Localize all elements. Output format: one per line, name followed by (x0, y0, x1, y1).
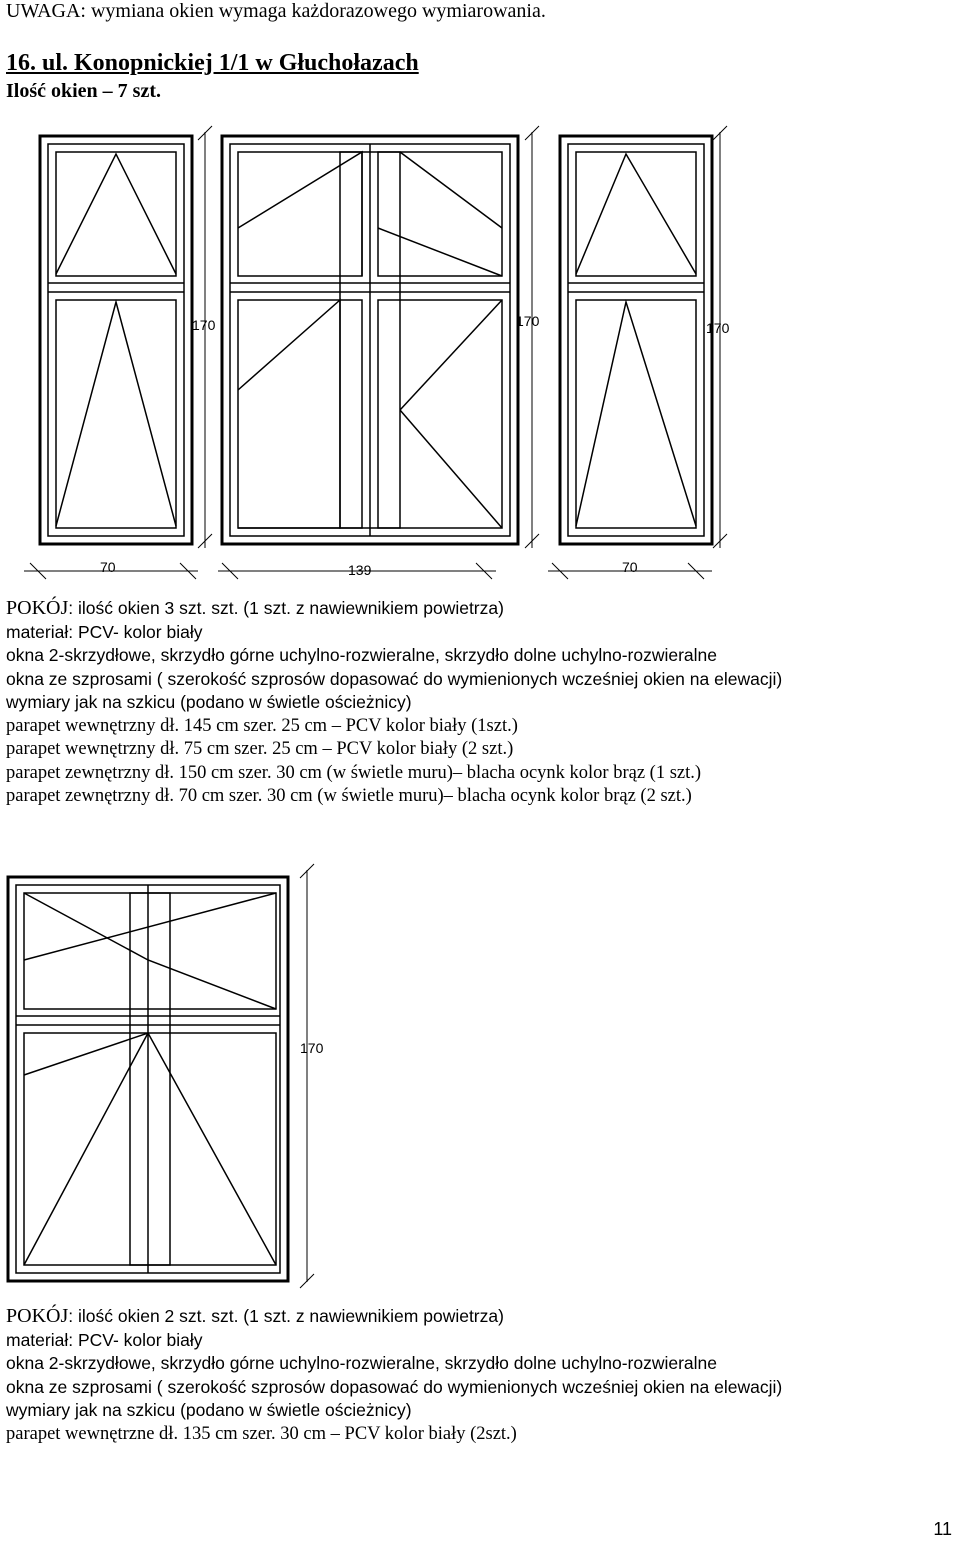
section-2-sill: parapet wewnętrzne dł. 135 cm szer. 30 cm – PCV kolor biały (2szt.) (6, 1423, 517, 1444)
dim-width-a: 70 (100, 559, 116, 575)
section-2-type: okna 2-skrzydłowe, skrzydło górne uchylno-rozwieralne, skrzydło dolne uchylno-rozwieralne (6, 1353, 718, 1373)
heading-address: ul. Konopnickiej 1/1 w Głuchołazach (42, 50, 419, 76)
dim-height-b: 170 (516, 313, 540, 329)
section-2-material: materiał: PCV- kolor biały (6, 1329, 203, 1350)
dim-height-c: 170 (706, 320, 730, 336)
window-a-bottom-diagonal (56, 302, 176, 526)
window-c-bottom-diagonal (576, 302, 696, 526)
dim-width-b: 139 (348, 562, 372, 578)
window-quantity: Ilość okien – 7 szt. (6, 80, 161, 102)
window-b-tl-diagonal (238, 152, 362, 276)
dim-height-d: 170 (300, 1040, 324, 1056)
window-c-top-diagonal (576, 154, 696, 274)
section-1-sill-4: parapet zewnętrzny dł. 70 cm szer. 30 cm (w świetle muru)– blacha ocynk kolor brąz (2 szt.) (6, 786, 692, 806)
section-1-dimensions: wymiary jak na szkicu (podano w świetle ościeżnicy) (6, 692, 412, 712)
section-1-room-rest: : ilość okien 3 szt. szt. (1 szt. z nawiewnikiem powietrza) (68, 598, 504, 618)
section-1-sill-3: parapet zewnętrzny dł. 150 cm szer. 30 cm (w świetle muru)– blacha ocynk kolor brąz (1 szt.) (6, 762, 702, 783)
section-2-dimensions: wymiary jak na szkicu (podano w świetle ościeżnicy) (6, 1400, 412, 1420)
section-2-text (6, 1305, 782, 1446)
section-2-room-rest: : ilość okien 2 szt. szt. (1 szt. z nawiewnikiem powietrza) (68, 1306, 504, 1326)
window-a-top-diagonal (56, 154, 176, 274)
window-drawing-2 (0, 850, 400, 1290)
heading-number: 16. (6, 50, 36, 76)
window-drawing-1 (0, 0, 960, 600)
window-a-frame (40, 136, 192, 544)
section-2-room-label: POKÓJ (6, 1305, 69, 1327)
section-1-room-label: POKÓJ (6, 597, 69, 619)
window-c-frame (560, 136, 712, 544)
section-2-room-line (6, 1305, 782, 1329)
section-1-muntins: okna ze szprosami ( szerokość szprosów dopasować do wymienionych wcześniej okien na elewacji) (6, 668, 783, 689)
section-1-sill-1: parapet wewnętrzny dł. 145 cm szer. 25 cm – PCV kolor biały (1szt.) (6, 715, 518, 736)
section-1-type: okna 2-skrzydłowe, skrzydło górne uchylno-rozwieralne, skrzydło dolne uchylno-rozwieralne (6, 645, 718, 665)
section-1-material: materiał: PCV- kolor biały (6, 621, 203, 642)
section-2-muntins: okna ze szprosami ( szerokość szprosów dopasować do wymienionych wcześniej okien na elewacji) (6, 1376, 783, 1397)
warning-note: UWAGA: wymiana okien wymaga każdorazowego wymiarowania. (6, 0, 546, 22)
section-1-text (6, 597, 782, 809)
dim-width-c: 70 (622, 559, 638, 575)
page-number: 11 (933, 1519, 952, 1539)
section-1-sill-2: parapet wewnętrzny dł. 75 cm szer. 25 cm – PCV kolor biały (2 szt.) (6, 739, 514, 759)
dim-height-a: 170 (192, 317, 216, 333)
section-1-room-line (6, 597, 782, 621)
